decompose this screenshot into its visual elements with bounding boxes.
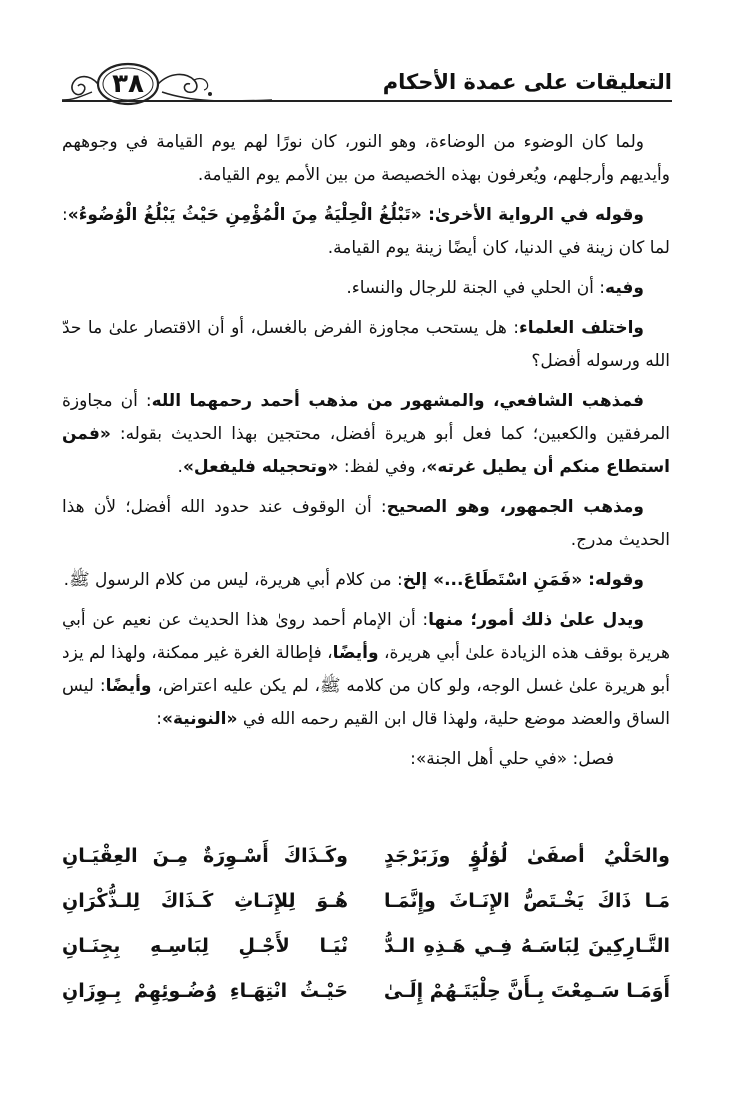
- bold-phrase: وقوله في الرواية الأخرىٰ: «تَبْلُغُ الْحِلْيَةُ مِنَ الْمُؤْمِنِ حَيْثُ يَبْلُغُ الْوُضُوءُ»: [67, 205, 644, 225]
- text-run: : ليس الساق والعضد موضع حلية، ولهذا قال ابن القيم رحمه الله في: [62, 676, 670, 729]
- page-header: [62, 58, 672, 118]
- bold-phrase: «فمن استطاع منكم أن يطيل غرته»: [62, 424, 670, 477]
- body-text: [62, 126, 670, 779]
- bold-phrase: وقوله: «فَمَنِ اسْتَطَاعَ...» إلخ: [402, 570, 644, 590]
- hemistich-left: هُـوَ لِلإِنَـاثِ كَـذَاكَ لِلـذُّكْرَانِ: [62, 890, 348, 912]
- bold-phrase: وأيضًا: [105, 676, 152, 696]
- text-run: :: [156, 709, 163, 729]
- text-run: : أن الحلي في الجنة للرجال والنساء.: [346, 278, 606, 298]
- bold-phrase: وأيضًا: [332, 643, 379, 663]
- paragraph: [62, 126, 670, 192]
- verse: [62, 834, 670, 879]
- paragraph: [62, 564, 670, 597]
- hemistich-right: التَّـارِكِينَ لِبَاسَـهُ فِـي هَـذِهِ الـدُّ: [384, 935, 670, 957]
- text-run: ولما كان الوضوء من الوضاءة، وهو النور، كان نورًا لهم يوم القيامة في وجوههم وأيديهم وأرجلهم، ويُعرفون بهذه الخصيصة من بين الأمم يوم القيامة.: [62, 132, 670, 185]
- hemistich-right: أَوَمَـا سَـمِعْتَ بِـأَنَّ حِلْيَتَـهُمْ إِلَـىٰ: [384, 980, 670, 1002]
- bold-phrase: فمذهب الشافعي، والمشهور من مذهب أحمد رحمهما الله: [151, 391, 645, 411]
- running-title: التعليقات على عمدة الأحكام: [382, 70, 672, 94]
- paragraph: [62, 491, 670, 557]
- verse: [62, 924, 670, 969]
- page-number: ٣٨: [112, 69, 144, 99]
- hemistich-left: وكَـذَاكَ أَسْـوِرَةٌ مِـنَ العِقْيَـانِ: [62, 845, 348, 867]
- hemistich-right: والحَلْيُ أصفَىٰ لُؤلُؤٍ وزَبَرْجَدٍ: [384, 845, 670, 867]
- hemistich-right: مَـا ذَاكَ يَخْـتَصُّ الإِنَـاثَ وإِنَّمَـا: [384, 890, 670, 912]
- section-heading: [62, 743, 670, 775]
- text-run: : أن الإمام أحمد روىٰ هذا الحديث عن نعيم عن أبي هريرة بوقف هذه الزيادة علىٰ أبي هريرة،: [62, 610, 670, 663]
- hemistich-left: حَيْـثُ انْتِهَـاءِ وُضُـوئِهِمْ بِـوِزَانِ: [62, 980, 348, 1002]
- page-number-ornament: [62, 58, 272, 114]
- hemistich-left: نْيَـا لأَجْـلِ لِبَاسِـهِ بِجِنَـانِ: [62, 935, 348, 957]
- text-run: : هل يستحب مجاوزة الفرض بالغسل، أو أن الاقتصار علىٰ ما حدّ الله ورسوله أفضل؟: [62, 318, 670, 371]
- text-run: : أن مجاوزة المرفقين والكعبين؛ كما فعل أبو هريرة أفضل، محتجين بهذا الحديث بقوله:: [62, 391, 670, 444]
- bold-phrase: ومذهب الجمهور، وهو الصحيح: [386, 497, 644, 517]
- text-run: .: [177, 457, 183, 477]
- paragraph: [62, 272, 670, 305]
- paragraph: [62, 604, 670, 736]
- text-run: : أن الوقوف عند حدود الله أفضل؛ لأن هذا الحديث مدرج.: [62, 497, 670, 550]
- bold-phrase: واختلف العلماء: [519, 318, 644, 338]
- poem-verses: [62, 834, 670, 1014]
- verse: [62, 969, 670, 1014]
- flourish-ornament-icon: [62, 58, 272, 114]
- paragraph: [62, 312, 670, 378]
- section-heading-prefix: فصل:: [567, 749, 614, 769]
- section-heading-title: «في حلي أهل الجنة»: [415, 749, 568, 769]
- text-run: : لما كان زينة في الدنيا، كان أيضًا زينة يوم القيامة.: [62, 205, 670, 258]
- bold-phrase: وفيه: [605, 278, 644, 298]
- section-heading-suffix: :: [410, 749, 416, 769]
- bold-phrase: «وتحجيله فليفعل»: [182, 457, 339, 477]
- bold-phrase: ويدل علىٰ ذلك أمور؛ منها: [428, 610, 644, 630]
- verse: [62, 879, 670, 924]
- paragraph: [62, 385, 670, 484]
- paragraph: [62, 199, 670, 265]
- bold-phrase: «النونية»: [162, 709, 238, 729]
- text-run: : من كلام أبي هريرة، ليس من كلام الرسول ﷺ.: [63, 570, 403, 590]
- text-run: ، وفي لفظ:: [338, 457, 427, 477]
- text-run: ، فإطالة الغرة غير ممكنة، ولهذا لم يزد أبو هريرة علىٰ غسل الوجه، ولو كان من كلامه ﷺ، لم يكن عليه اعتراض،: [62, 643, 670, 696]
